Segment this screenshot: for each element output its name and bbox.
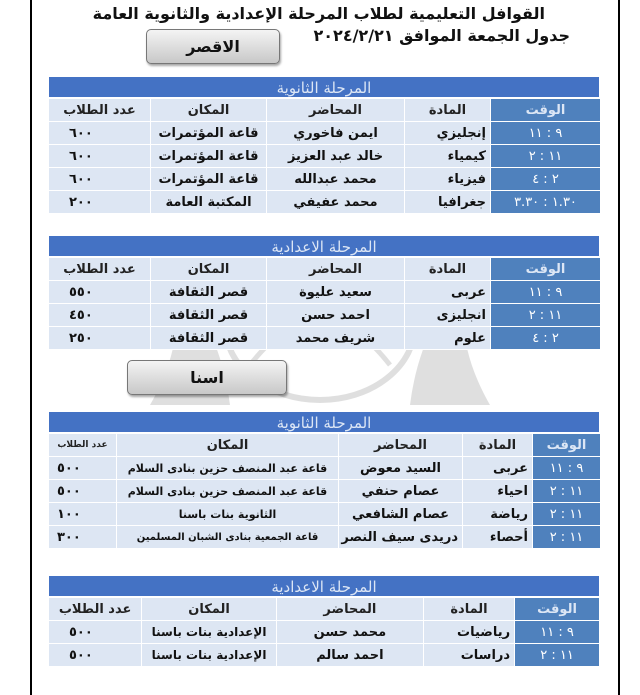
count-cell: ٦٠٠ [49, 122, 151, 145]
col-subject: المادة [405, 99, 491, 122]
count-cell: ٢٥٠ [49, 327, 151, 350]
place-cell: المكتبة العامة [151, 191, 267, 214]
table-row [49, 621, 600, 644]
table-row [49, 503, 601, 526]
time-cell: ١١ : ٢ [491, 145, 601, 168]
lecturer-cell: شريف محمد [267, 327, 405, 350]
table-row [49, 122, 601, 145]
esna-secondary-section [48, 411, 600, 549]
col-place: المكان [151, 258, 267, 281]
subject-cell: إنجليزي [405, 122, 491, 145]
col-time: الوقت [491, 99, 601, 122]
city-button-luxor[interactable] [146, 29, 280, 64]
subject-cell: دراسات [423, 644, 514, 667]
table-row [49, 457, 601, 480]
time-cell: ٩ : ١١ [491, 281, 601, 304]
section-title: المرحلة الثانوية [48, 411, 600, 433]
table-row [49, 145, 601, 168]
section-title: المرحلة الثانوية [48, 76, 600, 98]
lecturer-cell: محمد عفيفي [267, 191, 405, 214]
table-header-row [49, 598, 600, 621]
col-lecturer: المحاضر [267, 258, 405, 281]
table-row [49, 644, 600, 667]
time-cell: ٩ : ١١ [515, 621, 600, 644]
schedule-table [48, 433, 601, 549]
lecturer-cell: محمد حسن [276, 621, 423, 644]
lecturer-cell: خالد عبد العزيز [267, 145, 405, 168]
col-place: المكان [142, 598, 277, 621]
section-title: المرحلة الاعدادية [48, 235, 600, 257]
place-cell: الثانوية بنات باسنا [117, 503, 339, 526]
count-cell: ٣٠٠ [49, 526, 117, 549]
schedule-date: جدول الجمعة الموافق ٢٠٢٤/٢/٢١ [313, 26, 570, 45]
subject-cell: عربى [405, 281, 491, 304]
time-cell: ١.٣٠ : ٣.٣٠ [491, 191, 601, 214]
time-cell: ١١ : ٢ [515, 644, 600, 667]
place-cell: قصر الثقافة [151, 327, 267, 350]
lecturer-cell: دريدى سيف النصر [339, 526, 463, 549]
count-cell: ٦٠٠ [49, 168, 151, 191]
table-row [49, 191, 601, 214]
time-cell: ٢ : ٤ [491, 168, 601, 191]
place-cell: الإعدادية بنات باسنا [142, 644, 277, 667]
count-cell: ٥٠٠ [49, 457, 117, 480]
count-cell: ٤٥٠ [49, 304, 151, 327]
subject-cell: احياء [463, 480, 533, 503]
section-title: المرحلة الاعدادية [48, 575, 600, 597]
lecturer-cell: ايمن فاخوري [267, 122, 405, 145]
subject-cell: انجليزى [405, 304, 491, 327]
col-count: عدد الطلاب [49, 99, 151, 122]
lecturer-cell: سعيد عليوة [267, 281, 405, 304]
subject-cell: عربى [463, 457, 533, 480]
col-subject: المادة [463, 434, 533, 457]
schedule-table [48, 597, 600, 667]
place-cell: قاعة عبد المنصف حزين بنادى السلام [117, 480, 339, 503]
count-cell: ٥٠٠ [49, 621, 142, 644]
col-subject: المادة [423, 598, 514, 621]
time-cell: ١١ : ٢ [533, 503, 601, 526]
col-place: المكان [151, 99, 267, 122]
place-cell: قصر الثقافة [151, 281, 267, 304]
time-cell: ١١ : ٢ [533, 480, 601, 503]
lecturer-cell: محمد عبدالله [267, 168, 405, 191]
col-count: عدد الطلاب [49, 598, 142, 621]
table-row [49, 480, 601, 503]
count-cell: ٢٠٠ [49, 191, 151, 214]
place-cell: قاعة المؤتمرات [151, 145, 267, 168]
col-time: الوقت [491, 258, 601, 281]
time-cell: ٩ : ١١ [491, 122, 601, 145]
table-row [49, 168, 601, 191]
subject-cell: أحصاء [463, 526, 533, 549]
place-cell: قاعة المؤتمرات [151, 122, 267, 145]
lecturer-cell: السيد معوض [339, 457, 463, 480]
count-cell: ٥٠٠ [49, 644, 142, 667]
subject-cell: علوم [405, 327, 491, 350]
place-cell: قاعة المؤتمرات [151, 168, 267, 191]
subject-cell: كيمياء [405, 145, 491, 168]
schedule-table [48, 257, 601, 350]
col-lecturer: المحاضر [267, 99, 405, 122]
place-cell: الإعدادية بنات باسنا [142, 621, 277, 644]
luxor-preparatory-section [48, 235, 600, 350]
esna-preparatory-section [48, 575, 600, 667]
city-button-esna[interactable] [127, 360, 287, 395]
subject-cell: رياضة [463, 503, 533, 526]
table-header-row [49, 434, 601, 457]
subject-cell: رياضيات [423, 621, 514, 644]
city-name: اسنا [190, 368, 224, 387]
table-header-row [49, 258, 601, 281]
place-cell: قاعة عبد المنصف حزين بنادى السلام [117, 457, 339, 480]
col-place: المكان [117, 434, 339, 457]
luxor-secondary-section [48, 76, 600, 214]
table-row [49, 526, 601, 549]
col-subject: المادة [405, 258, 491, 281]
lecturer-cell: احمد سالم [276, 644, 423, 667]
city-name: الاقصر [186, 37, 240, 56]
col-count: عدد الطلاب [49, 434, 117, 457]
count-cell: ٥٠٠ [49, 480, 117, 503]
time-cell: ١١ : ٢ [533, 526, 601, 549]
subject-cell: جغرافيا [405, 191, 491, 214]
count-cell: ١٠٠ [49, 503, 117, 526]
table-header-row [49, 99, 601, 122]
table-row [49, 304, 601, 327]
place-cell: قاعة الجمعية بنادى الشبان المسلمين [117, 526, 339, 549]
time-cell: ٢ : ٤ [491, 327, 601, 350]
table-row [49, 281, 601, 304]
lecturer-cell: عصام حنفي [339, 480, 463, 503]
count-cell: ٥٥٠ [49, 281, 151, 304]
lecturer-cell: احمد حسن [267, 304, 405, 327]
col-lecturer: المحاضر [276, 598, 423, 621]
document-title: القوافل التعليمية لطلاب المرحلة الإعدادية والثانوية العامة [92, 4, 545, 23]
col-lecturer: المحاضر [339, 434, 463, 457]
subject-cell: فيزياء [405, 168, 491, 191]
lecturer-cell: عصام الشافعي [339, 503, 463, 526]
count-cell: ٦٠٠ [49, 145, 151, 168]
schedule-table [48, 98, 601, 214]
time-cell: ١١ : ٢ [491, 304, 601, 327]
place-cell: قصر الثقافة [151, 304, 267, 327]
time-cell: ٩ : ١١ [533, 457, 601, 480]
col-time: الوقت [515, 598, 600, 621]
col-count: عدد الطلاب [49, 258, 151, 281]
col-time: الوقت [533, 434, 601, 457]
table-row [49, 327, 601, 350]
